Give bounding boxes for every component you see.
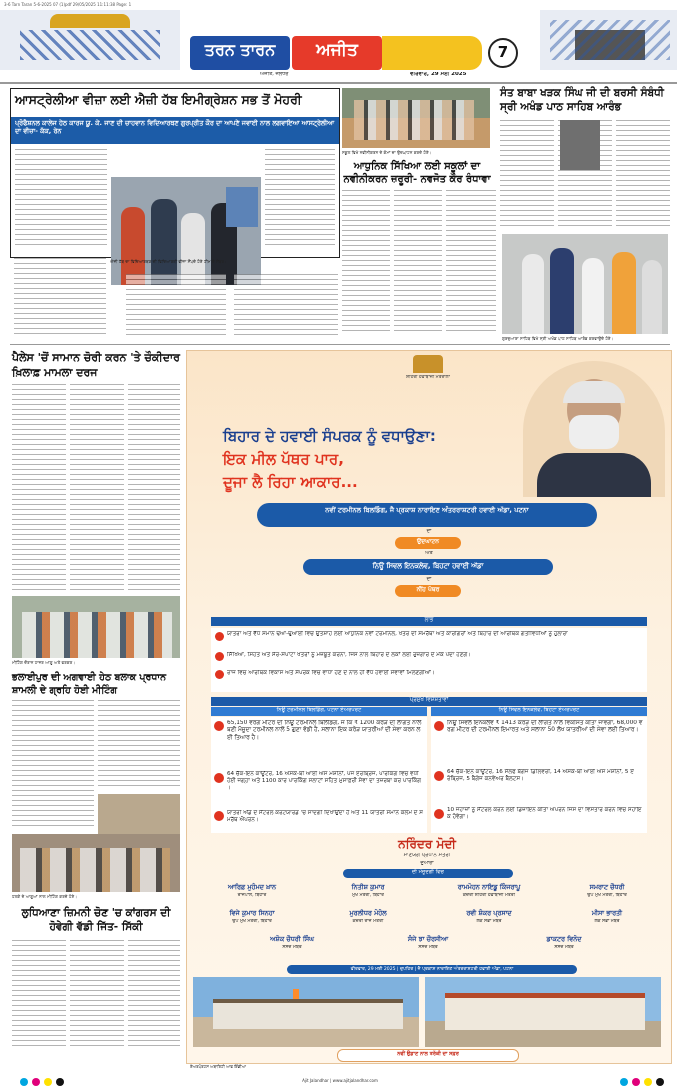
story6-photo — [12, 834, 180, 892]
ad-ate: ਅਤੇ — [425, 551, 433, 556]
lead-kicker-bar — [11, 117, 339, 144]
ad-col2-item-2: 64 ਚੈੱਕ-ਇਨ ਕਾਊਂਟਰ, 16 ਸੈਲਫ ਬੈਗੇਜ ਡਿਲਿਵਰੀ, 14 ਐਸਕੇ-ਬੀ ਆਈ ਐਸ ਮਸ਼ੀਨਾਂ, 5 ਏਰੋਬ੍ਰਿਜ, 5 ਬੈਗੇਜ ਕਨਵੇਅਰ ਬੈਲਟਸ। — [447, 769, 634, 783]
footer-ticker: Ajit Jalandhar | www.ajitjalandhar.com — [302, 1078, 378, 1083]
registration-yellow-icon — [44, 1078, 52, 1086]
story4-body-col2 — [70, 384, 124, 592]
story6-caption: ਹਲਕੇ ਦੇ ਆਗੂਆਂ ਨਾਲ ਮੀਟਿੰਗ ਕਰਦੇ ਹੋਏ। — [12, 894, 78, 899]
bullet-icon — [214, 773, 224, 783]
masthead-date: ਵੀਰਵਾਰ, 29 ਮਈ 2025 — [410, 72, 467, 77]
registration-magenta-icon — [32, 1078, 40, 1086]
bullet-icon — [215, 652, 224, 661]
ad-col2-item-1: ਨਿਊ ਸਿਵਲ ਇਨਕਲੇਵ ₹ 1413 ਕਰੋੜ ਦੀ ਲਾਗਤ ਨਾਲ ਵਿਕਸਿਤ ਕੀਤਾ ਜਾਵੇਗਾ, 68,000 ਵਰਗ ਮੀਟਰ ਦੀ ਟਰਮੀਨਲ ਇਮਾਰਤ ਅਤੇ ਸਲਾਨਾ 50 ਲੱਖ ਯਾਤਰੀਆਂ ਦੀ ਸੇਵਾ ਲਈ ਤਿਆਰ। — [447, 720, 643, 734]
pm-portrait — [523, 361, 665, 497]
story2-body-col2 — [394, 190, 442, 332]
ad-banner-2 — [303, 559, 553, 575]
dignitary-title: ਸੰਸਦ ਮੈਂਬਰ — [282, 945, 302, 950]
lead-story-box — [10, 88, 340, 258]
story2-body-col3 — [446, 190, 496, 332]
lead-body-col1 — [15, 149, 107, 249]
lead-caption: ਐਜ਼ੀ ਹੱਬ ਦਾ ਵਿਦਿਆਰਥਣ ਦੀ ਵਿਦਿਆਰਥੀ ਵੀਜ਼ਾ ਸੌਂਪਦੇ ਹੋਏ ਟੀਮ ਦੇ ਮੈਂਬਰ। — [110, 259, 227, 264]
dignitary-name: ਨਿਤੀਸ਼ ਕੁਮਾਰ — [351, 883, 385, 891]
bullet-icon — [434, 771, 444, 781]
dignitary-name: ਅਸ਼ੋਕ ਚੌਧਰੀ ਸਿੰਘ — [270, 935, 314, 943]
ad-headline-2: ਇਕ ਮੀਲ ਪੱਥਰ ਪਾਰ, — [223, 450, 344, 468]
ad-presence-bar — [343, 869, 513, 878]
ad-pm-title: ਮਾਣਯੋਗ ਪ੍ਰਧਾਨ ਮੰਤਰੀ — [403, 853, 451, 858]
lead-body-col3 — [265, 149, 335, 249]
ad-pm-name: ਨਰਿੰਦਰ ਮੋਦੀ — [398, 837, 456, 851]
dignitary-title: ਮੁੱਖ ਮੰਤਰੀ, ਬਿਹਾਰ — [352, 893, 384, 898]
section-rule — [10, 344, 670, 345]
ad-by: ਦੁਆਰਾ — [420, 861, 434, 866]
dignitary-title: ਕੇਂਦਰੀ ਸ਼ਹਿਰੀ ਹਵਾਬਾਜ਼ੀ ਮੰਤਰੀ — [462, 893, 516, 898]
national-emblem-icon — [413, 355, 443, 373]
dignitary-name: ਮੀਸਾ ਭਾਰਤੀ — [591, 909, 623, 917]
ad-pill-2-text: ਨੀਂਹ ਪੱਥਰ — [416, 586, 440, 593]
masthead-left-ornament — [0, 10, 180, 70]
ad-benefit-3: ਰਾਜ ਵਿਚ ਆਰਥਿਕ ਵਿਕਾਸ ਅਤੇ ਸੰਪਰਕ ਵਿਚ ਵਾਧਾ ਹੋਣ ਦੇ ਨਾਲ ਹੀ ਵੱਧ ਹਵਾਈ ਸੇਵਾਵਾਂ ਮਿਲਣਗੀਆਂ। — [227, 670, 435, 676]
ad-col2-box — [431, 717, 647, 833]
bullet-icon — [434, 721, 444, 731]
brand-ribbon — [382, 36, 482, 70]
brand-right-box — [292, 36, 382, 70]
story3-body-col1 — [500, 120, 554, 230]
ad-headline-3: ਦੂਜਾ ਲੈ ਰਿਹਾ ਆਕਾਰ... — [223, 473, 358, 491]
story4-body-col1 — [12, 384, 66, 592]
story6-body-col3 — [128, 940, 180, 1050]
story5-headline: ਭਲਾਈਪੁਰ ਦੀ ਅਗਵਾਈ ਹੇਠ ਬਲਾਕ ਪ੍ਰਧਾਨ ਸ਼ਾਮਲੀ ਦੇ ਗ੍ਰਹਿ ਹੋਈ ਮੀਟਿੰਗ — [12, 672, 167, 696]
ad-benefit-1: ਯਾਤਰਾ ਅਤੇ ਵੱਧ ਸਮਾਨ ਢੋਆ-ਢੁਆਈ ਵਿਚ ਉਤਸ਼ਾਹ ਲਈ ਆਧੁਨਿਕ ਨਵਾਂ ਟਰਮੀਨਲ, ਖੇਤਰ ਦੀ ਸਮਰੱਥਾ ਅਤੇ ਕਾਰੀਗਰਾਂ ਅਤੇ ਬਿਹਾਰ ਦੀ ਆਰਥਿਕ ਗਤੀਵਿਧੀਆਂ ਨੂੰ ਹੁਲਾਰਾ — [227, 631, 568, 637]
dignitary-title: ਲੋਕ ਸਭਾ ਮੈਂਬਰ — [594, 919, 620, 924]
bullet-icon — [215, 632, 224, 641]
dignitary-name: ਸਮਰਾਟ ਚੌਧਰੀ — [589, 883, 625, 891]
dignitary-name: ਮੁਰਲੀਧਰ ਮੋਹੋਲ — [349, 909, 387, 917]
registration-black-icon — [656, 1078, 664, 1086]
ad-banner-1 — [257, 503, 597, 527]
ad-features-label: ਪ੍ਰਮੁੱਖ ਵਿਸ਼ੇਸ਼ਤਾਵਾਂ — [409, 697, 449, 703]
story5-body-col1 — [12, 700, 94, 830]
story5-body-col2 — [98, 700, 180, 790]
bullet-icon — [214, 721, 224, 731]
story6-photo-a — [98, 794, 180, 834]
lead-body-col3b — [234, 274, 338, 338]
lead-kicker: ਪ੍ਰੋਫੈਸ਼ਨਲ ਕਾਲੇਜ ਹੇਠ ਕਾਰਜ ਯੂ. ਕੇ. ਜਾਣ ਦੀ ਚਾਹਵਾਨ ਵਿਦਿਆਰਥਣ ਗੁਰਪ੍ਰੀਤ ਕੌਰ ਦਾ ਆਪਣੇ ਜਵਾਈ ਨਾਲ ਲਗਵਾਇਆ ਆਸਟ੍ਰੇਲੀਆ ਦਾ ਵੀਜ਼ਾ- ਕੱਕ, ਰੇਨ — [15, 119, 335, 135]
dignitary-name: ਰਵੀ ਸ਼ੰਕਰ ਪ੍ਰਸਾਦ — [466, 909, 512, 917]
registration-cyan-icon — [620, 1078, 628, 1086]
story5-caption: ਮੀਟਿੰਗ ਦੌਰਾਨ ਹਾਜ਼ਰ ਆਗੂ ਅਤੇ ਵਰਕਰ। — [12, 660, 76, 665]
dignitary-title: ਰਾਜਪਾਲ, ਬਿਹਾਰ — [237, 893, 267, 898]
dignitary-title: ਉਪ ਮੁੱਖ ਮੰਤਰੀ, ਬਿਹਾਰ — [232, 919, 272, 924]
registration-cyan-icon — [20, 1078, 28, 1086]
dignitary-title: ਕੇਂਦਰੀ ਰਾਜ ਮੰਤਰੀ — [352, 919, 384, 924]
dignitary-title: ਸੰਸਦ ਮੈਂਬਰ — [554, 945, 574, 950]
ad-da-2: ਦਾ — [426, 577, 432, 582]
lead-body-col2b — [126, 274, 226, 338]
ad-col2-header — [431, 707, 647, 716]
ad-features-bar — [211, 697, 647, 706]
ad-benefits-bar — [211, 617, 647, 626]
story2-photo — [342, 88, 490, 148]
registration-black-icon — [56, 1078, 64, 1086]
masthead-rule — [0, 82, 677, 84]
ad-benefits-label: ਲਾਭ — [424, 617, 434, 623]
story4-body-col3 — [128, 384, 180, 592]
ad-pill-2 — [395, 585, 461, 597]
page-number-circle — [488, 38, 518, 68]
ad-dignitaries-row3 — [227, 935, 631, 961]
ad-col1-box — [211, 717, 427, 833]
masthead-paper-name: ਅਜੀਤ — [316, 40, 358, 60]
masthead-right-ornament — [540, 10, 677, 70]
story2-body-col1 — [342, 190, 390, 332]
story6-headline: ਲੁਧਿਆਣਾ ਜ਼ਿਮਨੀ ਚੋਣ 'ਚ ਕਾਂਗਰਸ ਦੀ ਹੋਵੇਗੀ ਵੱਡੀ ਜਿੱਤ- ਸਿੱਕੀ — [21, 907, 171, 933]
ad-benefits-box — [211, 628, 647, 692]
ad-col2-item-3: 10 ਜਹਾਜ਼ਾਂ ਨੂੰ ਸੈਂਟਰਲ ਕਰਨ ਲਈ ਡਿਜ਼ਾਇਨ ਕੀਤਾ ਐਪਰਨ ਜਿਸ ਦਾ ਵਿਸਤਾਰ ਕਰਨ ਵਿਚ ਸਹਾਇਕ ਹੋਵੇਗਾ। — [447, 807, 642, 821]
story3-headline: ਸੰਤ ਬਾਬਾ ਖੜਕ ਸਿੰਘ ਜੀ ਦੀ ਬਰਸੀ ਸੰਬੰਧੀ ਸ੍ਰੀ ਅਖੰਡ ਪਾਠ ਸਾਹਿਬ ਆਰੰਭ — [500, 87, 664, 113]
airport-render-bihta — [425, 977, 661, 1047]
dignitary-name: ਸੰਜੇ ਝਾ ਚੌਰਸੀਆ — [407, 935, 449, 943]
bullet-icon — [434, 809, 444, 819]
ad-ministry: ਸ਼ਹਿਰੀ ਹਵਾਬਾਜ਼ੀ ਮੰਤਰਾਲਾ — [406, 375, 450, 380]
page-number: 7 — [497, 43, 509, 61]
ad-col1-header — [211, 707, 427, 716]
story3-body-col3 — [616, 120, 670, 230]
bullet-icon — [214, 811, 224, 821]
ad-venue-bar — [287, 965, 577, 974]
story3-photo — [502, 234, 668, 334]
dignitary-name: ਰਾਮਮੋਹਨ ਨਾਇਡੂ ਕਿੰਜਰਾਪੂ — [457, 883, 521, 891]
dignitary-title: ਲੋਕ ਸਭਾ ਮੈਂਬਰ — [476, 919, 502, 924]
ad-headline-1: ਬਿਹਾਰ ਦੇ ਹਵਾਈ ਸੰਪਰਕ ਨੂੰ ਵਧਾਉਣਾ: — [223, 427, 436, 445]
flag-icon — [293, 989, 299, 999]
ad-footer-logo — [337, 1049, 519, 1062]
registration-magenta-icon — [632, 1078, 640, 1086]
ad-benefit-2: ਸਿੱਖਿਆ, ਸਿਹਤ ਅਤੇ ਸੈਰ-ਸਪਾਟਾ ਖੇਤਰਾਂ ਨੂੰ ਮਜ਼ਬੂਤ ਕਰਨਾ, ਜਿਸ ਨਾਲ ਬਿਹਾਰ ਦੇ ਲੋਕਾਂ ਲਈ ਰੁਜ਼ਗਾਰ ਦੇ ਮੌਕੇ ਪੈਦਾ ਹੋਣਗੇ। — [227, 652, 472, 658]
advertisement — [186, 350, 672, 1064]
story3-caption: ਗੁਰਦੁਆਰਾ ਸਾਹਿਬ ਵਿਖੇ ਸ੍ਰੀ ਅਖੰਡ ਪਾਠ ਸਾਹਿਬ ਆਰੰਭ ਕਰਵਾਉਂਦੇ ਹੋਏ। — [502, 336, 614, 341]
story6-body-col2 — [70, 940, 124, 1050]
story6-body-col1 — [12, 940, 66, 1050]
dignitary-name: ਆਰਿਫ਼ ਮੁਹੰਮਦ ਖ਼ਾਨ — [227, 883, 277, 891]
airport-render-patna — [193, 977, 419, 1047]
ad-banner-2-text: ਨਿਊ ਸਿਵਲ ਇਨਕਲੇਵ, ਬਿਹਟਾ ਹਵਾਈ ਅੱਡਾ — [372, 562, 484, 570]
ad-presence: ਦੀ ਮੌਜੂਦਗੀ ਵਿਚ — [411, 869, 445, 875]
bullet-icon — [215, 670, 224, 679]
story5-photo — [12, 596, 180, 658]
print-slug: 3-6 Tarn Taran 5-6-2025 07 (1)pdf 29/05/2025 11:11:38 Page: 1 — [4, 2, 132, 7]
ad-footer-logo-text: ਨਵੀਂ ਉਡਾਣ ਨਾਲ ਤਰੱਕੀ ਦਾ ਸਫ਼ਰ — [397, 1051, 459, 1057]
story3-inset-photo — [560, 120, 600, 170]
ad-venue: ਵੀਰਵਾਰ, 29 ਮਈ 2025 | ਦੁਪਹਿਰ | ਜੈ ਪ੍ਰਕਾਸ਼ ਨਾਰਾਇਣ ਅੰਤਰਰਾਸ਼ਟਰੀ ਹਵਾਈ ਅੱਡਾ, ਪਟਨਾ — [350, 967, 514, 972]
golden-temple-icon — [50, 14, 130, 28]
lead-headline: ਆਸਟ੍ਰੇਲੀਆ ਵੀਜ਼ਾ ਲਈ ਐਜ਼ੀ ਹੱਬ ਇਮੀਗ੍ਰੇਸ਼ਨ ਸਭ ਤੋਂ ਮੋਹਰੀ — [15, 92, 302, 107]
ad-banner-1-text: ਨਵੀਂ ਟਰਮੀਨਲ ਬਿਲਡਿੰਗ, ਜੈ ਪ੍ਰਕਾਸ਼ ਨਾਰਾਇਣ ਅੰਤਰਰਾਸ਼ਟਰੀ ਹਵਾਈ ਅੱਡਾ, ਪਟਨਾ — [325, 506, 529, 514]
lead-body-col1b — [14, 258, 106, 338]
story2-headline: ਆਧੁਨਿਕ ਸਿੱਖਿਆ ਲਈ ਸਕੂਲਾਂ ਦਾ ਨਵੀਨੀਕਰਨ ਜ਼ਰੂਰੀ- ਨਵਜੋਤ ਕੌਰ ਰੰਧਾਵਾ — [343, 161, 491, 185]
ad-pill-1-text: ਉਦਘਾਟਨ — [416, 538, 440, 545]
dignitary-title: ਸੰਸਦ ਮੈਂਬਰ — [418, 945, 438, 950]
ad-col1-item-1: 65,150 ਵਰਗ ਮੀਟਰ ਦੀ ਨਿਊ ਟਰਮੀਨਲ ਬਿਲਡਿੰਗ, ਜੋ ਕਿ ₹ 1200 ਕਰੋੜ ਦੀ ਲਾਗਤ ਨਾਲ ਬਣੀ ਮੌਜੂਦਾ ਟਰਮੀਨਲ ਨਾਲੋਂ 5 ਗੁਣਾ ਵੱਡੀ ਹੈ, ਸਲਾਨਾ ਇਕ ਕਰੋੜ ਯਾਤਰੀਆਂ ਦੀ ਸੇਵਾ ਕਰਨ ਲਈ ਤਿਆਰ ਹੈ। — [227, 720, 422, 741]
brand-left-box — [190, 36, 290, 70]
dignitary-name: ਵਿਜੇ ਕੁਮਾਰ ਸਿਨਹਾ — [229, 909, 275, 917]
print-registration-strip — [0, 1076, 677, 1088]
ad-footer-note: ਏਅਰਪੋਰਟਸ ਅਥਾਰਿਟੀ ਆਫ ਇੰਡੀਆ — [190, 1064, 246, 1069]
ad-col1-item-3: ਯਾਤਰੀ ਅੱਡੇ ਦੇ ਸੈਂਟਰਲ ਕੋਰਟਯਾਰਡ 'ਚ ਸਾਦਗੀ ਦਿਖਾਉਂਦਾ ਹੈ ਅਤੇ 11 ਯਾਤਰੀ ਸਮਾਨ ਕਲੇਮ ਦੇ ਸਮਰੱਥ ਐਪਰਨ। — [227, 810, 423, 824]
dignitary-name: ਡਾਕਟਰ ਵਿਨੋਦ — [546, 935, 582, 943]
masthead-edition: ਅਜੀਤ, ਜਲੰਧਰ — [260, 72, 289, 77]
ad-pill-1 — [395, 537, 461, 549]
ad-da-1: ਦਾ — [426, 529, 432, 534]
story4-headline: ਪੈਲੇਸ 'ਚੋਂ ਸਾਮਾਨ ਚੋਰੀ ਕਰਨ 'ਤੇ ਚੌਕੀਦਾਰ ਖ਼ਿਲਾਫ਼ ਮਾਮਲਾ ਦਰਜ — [12, 351, 180, 379]
ad-col2-title: ਨਿਊ ਸਿਵਲ ਇਨਕਲੇਵ, ਬਿਹਟਾ ਏਅਰਪੋਰਟ — [498, 707, 580, 713]
ad-col1-item-2: 64 ਚੈੱਕ-ਇਨ ਕਾਊਂਟਰ, 16 ਐਸਕੇ-ਬੀ ਆਈ ਐਸ ਮਸ਼ੀਨਾਂ, ਪੰਜ ਏਰੋਬ੍ਰਿਜ, ਪਾਰਕਿੰਗ ਵਿਚ ਵਧੀ ਹੋਈ ਜਗ੍ਹਾ ਅਤੇ 1100 ਕਾਰ ਪਾਰਕਿੰਗ ਸਲਾਟਾਂ ਸਹਿਤ ਮੁਸਾਫ਼ਰੀ ਸੇਵਾ ਦਾ ਤਜ਼ਰਬਾ ਕਰ ਪਾਰਕਿੰਗ। — [227, 771, 422, 792]
masthead-city-name: ਤਰਨ ਤਾਰਨ — [204, 40, 276, 59]
masthead — [0, 10, 677, 77]
ad-col1-title: ਨਿਊ ਟਰਮੀਨਲ ਬਿਲਡਿੰਗ, ਪਟਨਾ ਏਅਰਪੋਰਟ — [276, 707, 362, 713]
dignitary-title: ਉਪ ਮੁੱਖ ਮੰਤਰੀ, ਬਿਹਾਰ — [587, 893, 627, 898]
story2-caption: ਸਕੂਲ ਵਿਖੇ ਨਵੀਨੀਕਰਨ ਦੇ ਕੰਮਾਂ ਦਾ ਉਦਘਾਟਨ ਕਰਦੇ ਹੋਏ। — [342, 150, 432, 155]
registration-yellow-icon — [644, 1078, 652, 1086]
